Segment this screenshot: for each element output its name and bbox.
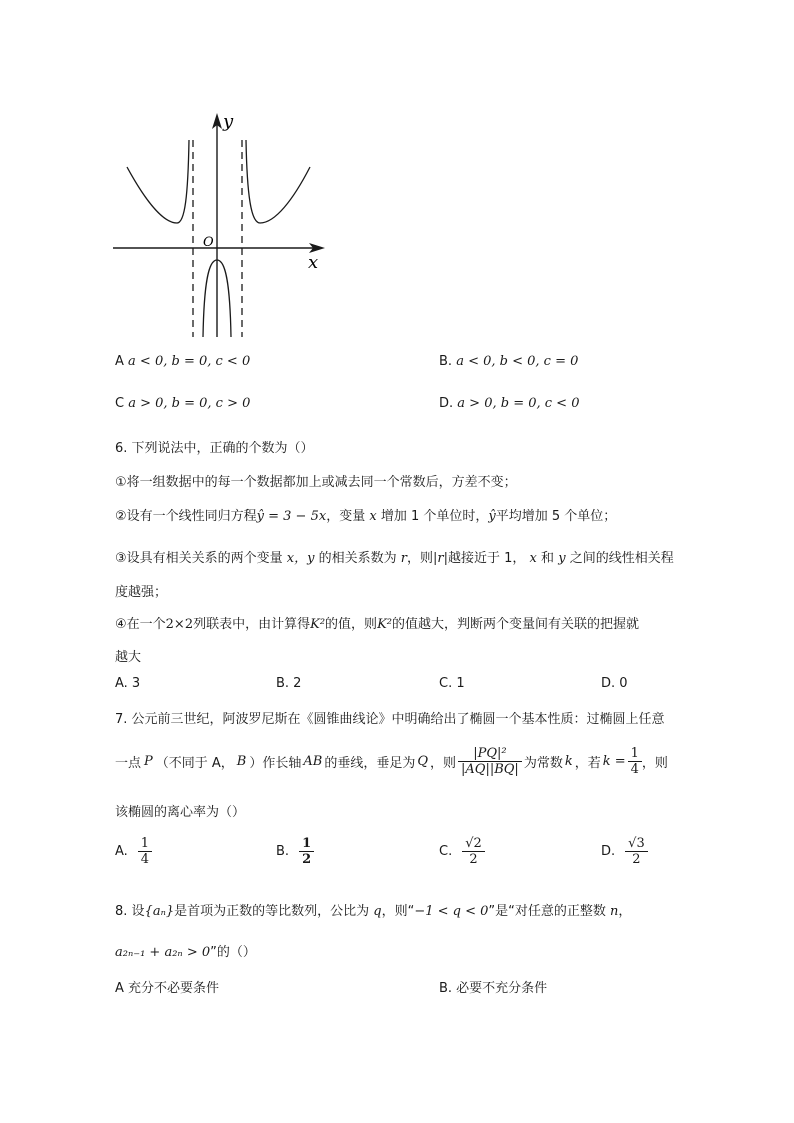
text: 的相关系数为 — [318, 551, 397, 566]
option-d-fraction — [625, 836, 648, 867]
fraction-numerator: 1 — [140, 836, 150, 851]
condition: −1 < q < 0 — [414, 904, 489, 919]
option-label: B. — [439, 354, 453, 369]
var-x: x — [529, 551, 537, 566]
text: ，则 — [407, 551, 434, 566]
text: 的垂线，垂足为 — [324, 755, 416, 771]
text: 和 — [541, 551, 555, 566]
origin-label: O — [203, 235, 214, 250]
text: 8. 设 — [115, 904, 145, 919]
q7-option-b[interactable] — [276, 836, 314, 867]
table-size: 2×2 — [165, 617, 194, 632]
point-p: P — [144, 753, 153, 769]
q6-stem: 6. 下列说法中，正确的个数为（） — [115, 441, 314, 456]
option-a-fraction — [138, 836, 152, 867]
text: 越接近于 1， — [448, 551, 526, 566]
text: 是首项为正数的等比数列，公比为 — [174, 904, 370, 919]
fraction-numerator: √2 — [465, 836, 482, 851]
k-squared: K² — [377, 617, 392, 632]
text: ，则“ — [381, 904, 415, 919]
text: 为常数 — [523, 755, 563, 771]
q6-statement-4-cont: 越大 — [115, 650, 142, 665]
text: 之间的线性相关程 — [569, 551, 674, 566]
q5-option-a[interactable] — [115, 354, 250, 369]
var-yhat: ŷ — [488, 509, 496, 524]
q6-option-b[interactable]: B. 2 — [276, 676, 302, 691]
text: 列联表中，由计算得 — [193, 617, 311, 632]
fraction-denominator: 2 — [625, 851, 648, 867]
ratio-fraction — [458, 746, 522, 777]
point-b: B — [236, 753, 247, 769]
sequence: {aₙ} — [144, 904, 175, 919]
fraction-numerator: |PQ|² — [473, 745, 507, 761]
var-k: k — [564, 753, 573, 769]
text: ， — [618, 904, 632, 919]
text: 增加 1 个单位时， — [380, 509, 489, 524]
var-r: r — [400, 551, 407, 566]
var-y: y — [558, 551, 566, 566]
q7-line-2 — [115, 738, 668, 784]
q7-option-a[interactable] — [115, 836, 152, 867]
point-q: Q — [417, 753, 429, 769]
segment-ab: AB — [303, 753, 323, 769]
fraction-denominator: 2 — [462, 851, 485, 867]
sum-condition: a₂ₙ₋₁ + a₂ₙ > 0 — [115, 945, 211, 960]
q7-option-d[interactable] — [601, 836, 648, 867]
q5-option-d[interactable] — [439, 396, 579, 411]
option-expression: a < 0, b = 0, c < 0 — [128, 354, 251, 369]
var-x: x — [369, 509, 377, 524]
q7-line-3: 该椭圆的离心率为（） — [115, 805, 246, 820]
function-graph — [105, 105, 335, 345]
text: ③设具有相关关系的两个变量 — [115, 551, 283, 566]
q6-statement-2 — [115, 505, 616, 524]
option-label: C. — [439, 844, 453, 859]
text: 一点 — [115, 755, 142, 771]
right-curve-branch — [246, 140, 310, 223]
q5-option-c[interactable] — [115, 396, 250, 411]
text: 的值，则 — [325, 617, 378, 632]
q6-option-c[interactable]: C. 1 — [439, 676, 465, 691]
text: ②设有一个线性同归方程 — [115, 509, 257, 524]
y-axis-label: y — [223, 111, 234, 132]
fraction-denominator: 4 — [138, 851, 152, 867]
var-n: n — [610, 904, 619, 919]
k-squared: K² — [310, 617, 326, 632]
fraction-denominator: |AQ||BQ| — [458, 761, 522, 777]
vars-xy: x，y — [286, 551, 315, 566]
var-q: q — [373, 904, 382, 919]
option-c-fraction — [462, 836, 485, 867]
q6-statement-1: ①将一组数据中的每一个数据都加上或减去同一个常数后，方差不变； — [115, 475, 517, 490]
fraction-numerator: 1 — [630, 745, 639, 761]
text: ，则 — [430, 755, 457, 771]
option-expression: a > 0, b = 0, c < 0 — [457, 396, 580, 411]
regression-equation: ŷ = 3 − 5x — [256, 509, 327, 524]
option-label: B. — [276, 844, 290, 859]
option-label: D. — [439, 396, 454, 411]
q8-option-b[interactable]: B. 必要不充分条件 — [439, 981, 548, 996]
text: 的值越大，判断两个变量间有关联的把握就 — [392, 617, 640, 632]
q6-statement-3-cont: 度越强； — [115, 585, 168, 600]
option-label: A — [115, 354, 124, 369]
q6-statement-4 — [115, 613, 639, 632]
text: ，变量 — [326, 509, 366, 524]
q5-option-b[interactable] — [439, 354, 578, 369]
option-label: D. — [601, 844, 616, 859]
fraction-numerator: √3 — [628, 836, 645, 851]
q7-option-c[interactable] — [439, 836, 485, 867]
q6-option-a[interactable]: A. 3 — [115, 676, 141, 691]
text: ”的（） — [210, 945, 256, 960]
fraction-denominator: 4 — [628, 761, 642, 777]
k-fraction — [628, 746, 642, 777]
q6-statement-3 — [115, 547, 674, 566]
option-label: C — [115, 396, 125, 411]
q8-stem — [115, 900, 631, 919]
abs-r: |r| — [433, 551, 448, 566]
q8-line-2 — [115, 941, 256, 960]
fraction-numerator: 1 — [302, 836, 312, 851]
q7-stem: 7. 公元前三世纪，阿波罗尼斯在《圆锥曲线论》中明确给出了椭圆一个基本性质：过椭圆上任意 — [115, 712, 665, 727]
k-equals: k = — [602, 753, 626, 769]
option-expression: a < 0, b < 0, c = 0 — [456, 354, 579, 369]
x-axis-label: x — [308, 252, 319, 273]
q6-option-d[interactable]: D. 0 — [601, 676, 628, 691]
text: ”是“对任意的正整数 — [488, 904, 606, 919]
fraction-denominator: 2 — [299, 851, 314, 867]
option-expression: a > 0, b = 0, c > 0 — [128, 396, 251, 411]
left-curve-branch — [127, 140, 189, 223]
option-label: A. — [115, 844, 128, 859]
text: ，则 — [641, 755, 668, 771]
text: ）作长轴 — [249, 755, 302, 771]
text: ④在一个 — [115, 617, 166, 632]
text: （不同于 A， — [155, 755, 234, 771]
text: ，若 — [574, 755, 601, 771]
text: 平均增加 5 个单位； — [495, 509, 617, 524]
q8-option-a[interactable]: A 充分不必要条件 — [115, 981, 220, 996]
option-b-fraction — [299, 836, 314, 867]
